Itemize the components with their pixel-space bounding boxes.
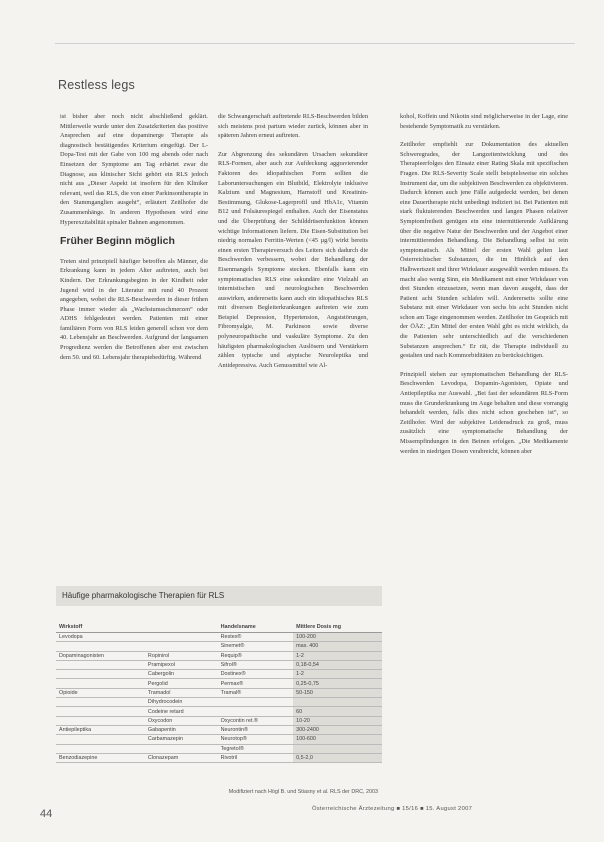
table-cell: Sinemet® [218,642,293,651]
table-cell: Rivotril [218,753,293,762]
table-cell [145,642,218,651]
table-cell: Gabapentin [145,725,218,734]
table-cell [218,698,293,707]
table-cell: Dihydrocodein [145,698,218,707]
table-cell [56,744,145,753]
table-cell: Tramal® [218,688,293,697]
table-cell: Cabergolin [145,670,218,679]
table-cell [56,670,145,679]
table-header-cell: Mittlere Dosis mg [293,622,382,633]
table-cell: Pramipexol [145,660,218,669]
table-cell: Pergolid [145,679,218,688]
table-row [56,716,382,725]
column-1 [60,112,208,362]
table-cell: Opioide [56,688,145,697]
paragraph: Zur Abgrenzung des sekundären Ursachen sekundärer RLS-Formen, aber auch zur Aufdeckung aggravierender Faktoren des idiopathischen Form sollten die Laboruntersuchungen ein Blutbild, Elektrolyte inklusive Kalzium und Magnesium, Harnstoff und Kreatinin-Bestimmung, Glukose-Lagerprofil und HbA1c, Vitamin B12 und Folsäurespiegel enthalten. Auch der Eisenstatus und die Überprüfung der Schilddrüsenfunktion können wichtige Informationen liefern. Die Eisen-Substitution bei niedrig normalen Ferritin-Werten (<45 µg/l) wirkt bereits einen ersten Therapieversuch des Leiters sich dadurch die Beschwerden verbessern, wobei der Behandlung der Eisenmangels Symptome stecken. Ebenfalls kann ein symptomatisches RLS eine sekundäre eine Vielzahl an internistischen und neurologischen Beschwerden auswirken, andererseits kann auch ein idiopathisches RLS mit diversen Begleiterkrankungen auftreten wie zum Beispiel Depression, Hypertension, Angststörungen, Fibromyalgie, M. Parkinson sowie diverse polyneuropathische und vaskuläre Symptome. Zu den häufigsten pharmakologischen Auslösern und Verstärkern zählen typische und atypische Neuroleptika und Antidepressiva. Auch Genussmittel wie Al- [218,150,368,369]
table-cell: 0,5-2,0 [293,753,382,762]
table-cell: Sifrol® [218,660,293,669]
table-cell: Levodopa [56,633,145,642]
paragraph: kohol, Koffein und Nikotin sind möglicherweise in der Lage, eine bestehende Symptomatik zu verstärken. [400,113,568,130]
table-cell: 60 [293,707,382,716]
table-cell: Antiepileptika [56,725,145,734]
table-cell [218,707,293,716]
table-header-cell: Wirkstoff [56,622,145,633]
table-row [56,642,382,651]
table-row [56,651,382,660]
table-row [56,679,382,688]
table-cell: 300-2400 [293,725,382,734]
table-row [56,670,382,679]
therapy-table [56,622,382,763]
journal-footer: Österreichische Ärztezeitung ■ 15/16 ■ 15. August 2007 [312,806,473,812]
table-cell: Oxycodon [145,716,218,725]
table-cell: Dopaminagonisten [56,651,145,660]
table-cell [293,744,382,753]
table-cell: Tramadol [145,688,218,697]
table-row [56,707,382,716]
table-row [56,735,382,744]
table-cell: Carbamazepin [145,735,218,744]
table-cell: Requip® [218,651,293,660]
table-cell: Oxycontin ret.® [218,716,293,725]
table-cell: 0,18-0,54 [293,660,382,669]
table-cell [56,679,145,688]
table-cell: Restex® [218,633,293,642]
table-cell [145,633,218,642]
section-title: Restless legs [58,78,135,92]
therapy-table-box [56,586,382,836]
table-cell: Ropinirol [145,651,218,660]
table-cell [56,698,145,707]
table-cell: 50-150 [293,688,382,697]
table-row [56,753,382,762]
column-2 [218,112,368,370]
table-cell: max. 400 [293,642,382,651]
table-cell: 0,25-0,75 [293,679,382,688]
table-cell: Clonazepam [145,753,218,762]
table-cell [145,744,218,753]
subheading: Früher Beginn möglich [60,235,175,248]
paragraph: Zeitlhofer empfiehlt zur Dokumentation des aktuellen Schweregrades, der Langzeitentwicklung und des Therapieerfolges den Einsatz einer Rating Skala mit spezifischen Fragen. Die RLS-Severity Scale stellt beispielsweise ein solches Instrument dar, um die subjektiven Beschwerden zu objektivieren. Dadurch können auch jene Fälle aufgedeckt werden, bei denen eine Dauertherapie nicht unbedingt indiziert ist. Bei Patienten mit stark fluktuierenden Beschwerden und langen Phasen relativer Symptomfreiheit genügen ein eine intermittierende Aufklärung über die negative Natur der Beschwerden und der Angebot einer intermittierenden Behandlung. Die Behandlung selbst ist rein symptomatisch. Als Mittel der ersten Wahl gelten laut Österreichischer Substanzen, die im Hinblick auf den Halbwertszeit und ihrer Wirkdauer ausgewählt werden müssen. Es macht also wenig Sinn, ein Medikament mit einer Wirkdauer von drei Stunden einzusetzen, wenn man davon ausgeht, dass der Patient acht Stunden schlafen will. Andererseits sollte eine Substanz mit einer Wirkdauer von sechs bis acht Stunden nicht schon am Tage eingenommen werden. Zeitlhofer im Gespräch mit der ÖÄZ: „Ein Mittel der ersten Wahl gibt es nicht wirklich, da die Patienten sehr unterschiedlich auf die verschiedenen Substanzen ansprechen.“ Er rät, die Therapie individuell zu gestalten und nach Kommorbiditäten zu berücksichtigen. [400,141,568,360]
table-row [56,688,382,697]
table-source-note: Modifiziert nach Högl B. und Stiasny et al. RLS der DRC, 2003 [228,789,378,795]
table-cell: Neurontin® [218,725,293,734]
table-cell [56,735,145,744]
table-cell: 1-2 [293,651,382,660]
table-cell [56,707,145,716]
paragraph: Treten sind prinzipiell häufiger betroffen als Männer, die Erkrankung kann in jedem Alter auftreten, auch bei Kindern. Der Erkrankungsbeginn in der Kindheit oder Jugend wird in der Literatur mit rund 40 Prozent angegeben, wobei die RLS-Beschwerden in dieser frühen Phase immer wieder als „Wachstumsschmerzen“ oder ADHS fehlgedeutet werden. Patienten mit einer familiären Form von RLS leiden generell schon vor dem 40. Lebensjahr an Beschwerden. Aufgrund der langsamen Progredienz werden die Betroffenen aber erst zwischen dem 50. und 60. Lebensjahr therapiebedürftig. Während [60,257,208,361]
table-title: Häufige pharmakologische Therapien für RLS [56,586,382,606]
table-row [56,725,382,734]
page-number: 44 [40,808,53,820]
table-cell: Neurotop® [218,735,293,744]
table-cell: 1-2 [293,670,382,679]
table-cell: 100-200 [293,633,382,642]
table-cell: Benzodiazepine [56,753,145,762]
table-header-cell: Handelsname [218,622,293,633]
table-cell [56,642,145,651]
table-cell [56,716,145,725]
paragraph: Prinzipiell stehen zur symptomatischen Behandlung der RLS-Beschwerden Levodopa, Dopamin-Agonisten, Opiate und Antiepileptika zur Auswahl. „Bei fast der sekundären RLS-Form muss die Grunderkrankung im Auge behalten und diese vorrangig behandelt werden, falls dies nicht schon geschehen ist“, so Zeitlhofer. Wird der subjektive Leidensdruck zu groß, muss zusätzlich eine symptomatische Behandlung der Missempfindungen in den Beinen erfolgen. „Die Medikamente werden in niedrigen Dosen verabreicht, können aber [400,370,568,455]
table-cell: Dostinex® [218,670,293,679]
table-row [56,698,382,707]
table-cell: Codeine retard [145,707,218,716]
table-row [56,660,382,669]
table-cell: 100-600 [293,735,382,744]
table-cell: 10-20 [293,716,382,725]
paragraph: ist bisher aber noch nicht abschließend geklärt. Mittlerweile wurde unter den Zusatzkriterien das positive Ansprechen auf eine dopaminerge Therapie als diagnostisch bestätigendes Kriterium eingefügt. Der L-Dopa-Test mit der Gabe von 100 mg abends oder nach Einsetzen der Symptome am Tag erhärtet zwar die Diagnose, aus klinischer Sicht gehört ein RLS jedoch nicht aus „Dieser Aspekt ist insofern für den Kliniker relevant, weil das RLS, die von einer Parkinsontherapie in den Stammganglien ausgeht“, erläutert Zeitlhofer die Zusammenhänge. In anderen Hypothesen wird eine Hyperexzitabilität spinaler Bahnen angenommen. [60,113,208,226]
column-3 [400,112,568,456]
table-row [56,633,382,642]
paragraph: die Schwangerschaft auftretende RLS-Beschwerden bilden sich meistens post partum wieder zurück, können aber in späteren Jahren erneut auftreten. [218,113,368,140]
table-cell [56,660,145,669]
table-cell [293,698,382,707]
top-rule [55,43,575,44]
table-cell: Permax® [218,679,293,688]
table-row [56,744,382,753]
table-cell: Tegretol® [218,744,293,753]
table-header-cell [145,622,218,633]
